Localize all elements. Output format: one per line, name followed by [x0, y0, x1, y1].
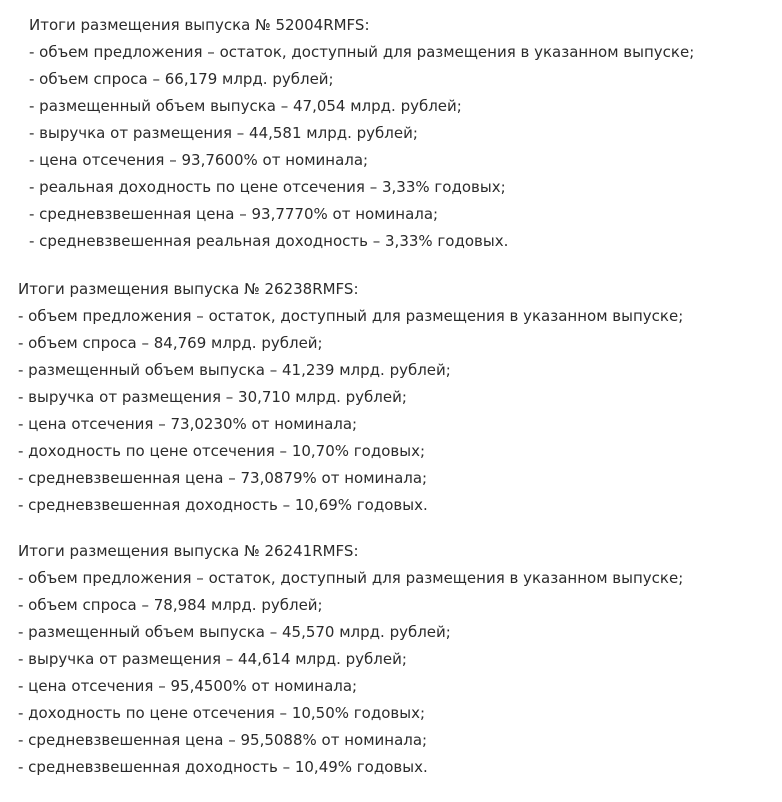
list-item: - средневзвешенная цена – 95,5088% от номинала; — [18, 731, 428, 749]
issue-title: Итоги размещения выпуска № 52004RMFS: — [29, 16, 370, 34]
list-item: - объем предложения – остаток, доступный для размещения в указанном выпуске; — [18, 307, 684, 325]
issue-results-list — [18, 303, 683, 519]
list-item: - размещенный объем выпуска – 41,239 млрд. рублей; — [18, 361, 451, 379]
list-item: - размещенный объем выпуска – 47,054 млрд. рублей; — [29, 97, 462, 115]
issue-block-26241rmfs — [18, 538, 683, 781]
list-item: - объем предложения – остаток, доступный для размещения в указанном выпуске; — [29, 43, 695, 61]
issue-results-list — [18, 565, 683, 781]
issue-results-list — [29, 39, 694, 255]
list-item: - цена отсечения – 95,4500% от номинала; — [18, 677, 358, 695]
list-item: - средневзвешенная цена – 93,7770% от номинала; — [29, 205, 439, 223]
list-item: - средневзвешенная доходность – 10,49% годовых. — [18, 758, 428, 776]
list-item: - средневзвешенная доходность – 10,69% годовых. — [18, 496, 428, 514]
list-item: - объем спроса – 66,179 млрд. рублей; — [29, 70, 334, 88]
list-item: - объем спроса – 84,769 млрд. рублей; — [18, 334, 323, 352]
list-item: - объем предложения – остаток, доступный для размещения в указанном выпуске; — [18, 569, 684, 587]
list-item: - доходность по цене отсечения – 10,70% годовых; — [18, 442, 426, 460]
list-item: - выручка от размещения – 44,614 млрд. рублей; — [18, 650, 407, 668]
list-item: - средневзвешенная цена – 73,0879% от номинала; — [18, 469, 428, 487]
list-item: - выручка от размещения – 44,581 млрд. рублей; — [29, 124, 418, 142]
issue-block-26238rmfs — [18, 276, 683, 519]
list-item: - цена отсечения – 93,7600% от номинала; — [29, 151, 369, 169]
issue-block-52004rmfs — [29, 12, 694, 255]
issue-title: Итоги размещения выпуска № 26241RMFS: — [18, 542, 359, 560]
list-item: - реальная доходность по цене отсечения – 3,33% годовых; — [29, 178, 506, 196]
issue-title: Итоги размещения выпуска № 26238RMFS: — [18, 280, 359, 298]
list-item: - доходность по цене отсечения – 10,50% годовых; — [18, 704, 426, 722]
list-item: - средневзвешенная реальная доходность – 3,33% годовых. — [29, 232, 509, 250]
list-item: - выручка от размещения – 30,710 млрд. рублей; — [18, 388, 407, 406]
list-item: - размещенный объем выпуска – 45,570 млрд. рублей; — [18, 623, 451, 641]
list-item: - цена отсечения – 73,0230% от номинала; — [18, 415, 358, 433]
list-item: - объем спроса – 78,984 млрд. рублей; — [18, 596, 323, 614]
